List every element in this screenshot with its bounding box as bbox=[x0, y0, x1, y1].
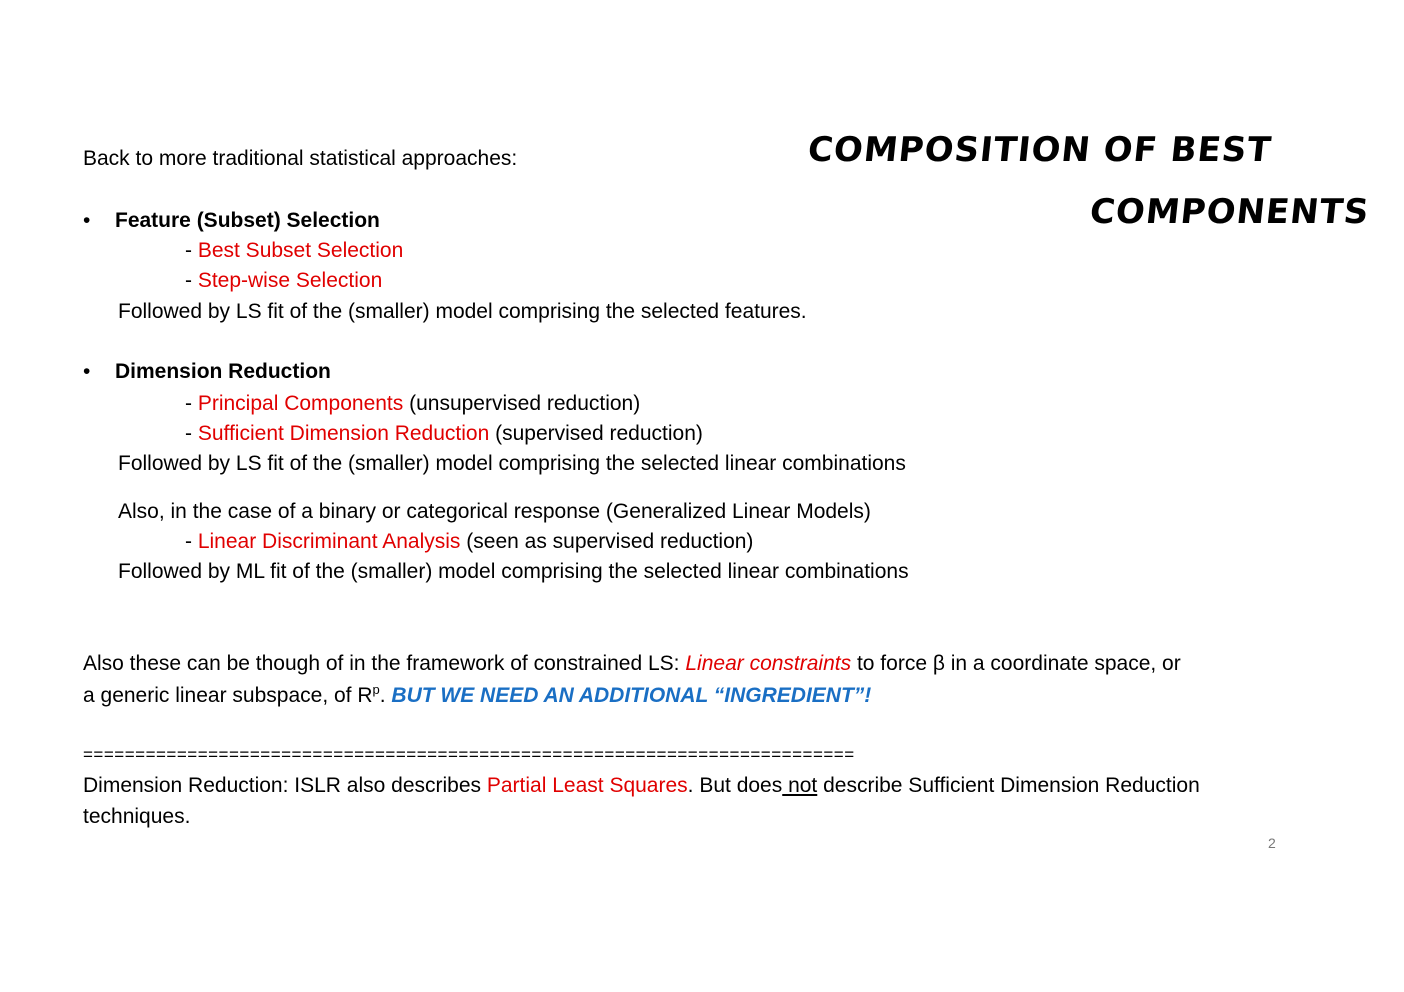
footer-underlined: not bbox=[782, 774, 818, 797]
footer-line2: techniques. bbox=[83, 805, 191, 828]
para-line2a: a generic linear subspace, of R bbox=[83, 684, 373, 707]
para-blue: BUT WE NEED AN ADDITIONAL “INGREDIENT”! bbox=[391, 684, 872, 707]
constraint-paragraph-line2 bbox=[83, 683, 871, 709]
footer-part3: describe Sufficient Dimension Reduction bbox=[817, 774, 1200, 797]
bullet-icon: • bbox=[83, 360, 91, 383]
section2-title: Dimension Reduction bbox=[115, 360, 331, 383]
section2-item3-label: Linear Discriminant Analysis bbox=[197, 530, 461, 553]
bullet-icon: • bbox=[83, 209, 91, 232]
section2-item3-rest: (seen as supervised reduction) bbox=[460, 530, 754, 553]
footer-red: Partial Least Squares bbox=[486, 774, 688, 797]
para-red: Linear constraints bbox=[685, 652, 852, 675]
handwritten-annotation-line2: COMPONENTS bbox=[1087, 192, 1372, 232]
section2-item3: - Linear Discriminant Analysis (seen as supervised reduction) bbox=[185, 530, 754, 553]
section1-item1-label: Best Subset Selection bbox=[197, 239, 404, 262]
section2-followed: Followed by LS fit of the (smaller) model comprising the selected linear combinations bbox=[118, 452, 906, 475]
section1-item2: - Step-wise Selection bbox=[185, 269, 383, 292]
constraint-paragraph-line1 bbox=[83, 651, 1181, 677]
para-sup: p bbox=[372, 682, 380, 697]
section1-item1: - Best Subset Selection bbox=[185, 239, 404, 262]
section1-title: Feature (Subset) Selection bbox=[115, 209, 380, 232]
para-part2: to force β in a coordinate space, or bbox=[851, 652, 1181, 675]
para-part1: Also these can be though of in the framework of constrained LS: bbox=[83, 652, 686, 675]
section2-item2-label: Sufficient Dimension Reduction bbox=[197, 422, 490, 445]
handwritten-annotation-line1: COMPOSITION OF BEST bbox=[805, 130, 1274, 170]
footer-part2: . But does bbox=[687, 774, 783, 797]
section2-item2: - Sufficient Dimension Reduction (supervised reduction) bbox=[185, 422, 703, 445]
section1-item2-label: Step-wise Selection bbox=[197, 269, 383, 292]
section2-also: Also, in the case of a binary or categorical response (Generalized Linear Models) bbox=[118, 500, 871, 523]
page-number: 2 bbox=[1268, 835, 1276, 851]
section2-followed2: Followed by ML fit of the (smaller) model comprising the selected linear combinations bbox=[118, 560, 909, 583]
para-line2b: . bbox=[379, 684, 392, 707]
section2-item1: - Principal Components (unsupervised reduction) bbox=[185, 392, 641, 415]
separator: ========================================================================== bbox=[83, 745, 855, 764]
footer-line1 bbox=[83, 773, 1200, 799]
section2-item1-label: Principal Components bbox=[197, 392, 404, 415]
intro-text: Back to more traditional statistical approaches: bbox=[83, 147, 518, 170]
section1-followed: Followed by LS fit of the (smaller) model comprising the selected features. bbox=[118, 300, 807, 323]
section2-item2-rest: (supervised reduction) bbox=[489, 422, 703, 445]
section2-item1-rest: (unsupervised reduction) bbox=[403, 392, 641, 415]
footer-part1: Dimension Reduction: ISLR also describes bbox=[83, 774, 487, 797]
